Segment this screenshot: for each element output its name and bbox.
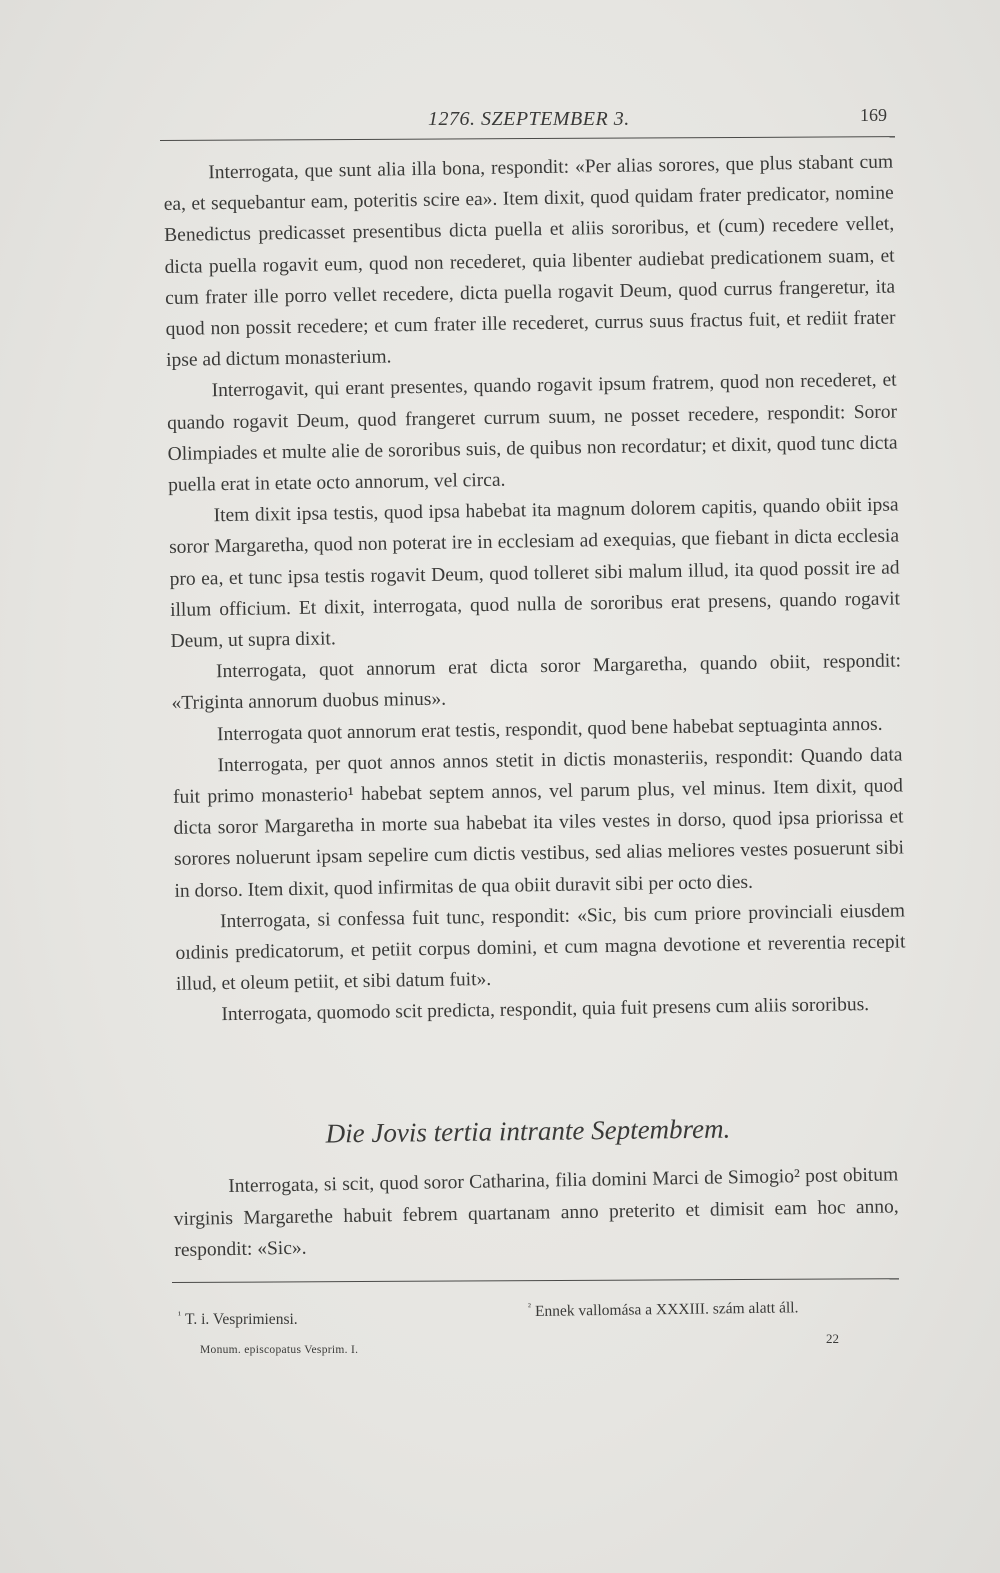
paragraph: Interrogata, quomodo scit predicta, respondit, quia fuit presens cum aliis sororibus. <box>221 994 870 1026</box>
paragraph: Interrogata, que sunt alia illa bona, respondit: «Per alias sorores, que plus stabant cum ea, et sequebantur eam, poteritis scire ea». Item dixit, quod quidam frater predicator, nomine Benedictus predicasset presentibus dicta puella et aliis sororibus, et (cum) recedere vellet, dicta puella rogavit eum, quod non recederet, quia libenter audiebat predicationem suam, et cum frater ille porro vellet recedere, dicta puella rogavit Deum, quod currus frangeretur, ita quod non possit recedere; et cum frater ille recederet, currus suus fractus fuit, et rediit frater ipse ad dictum monasterium. <box>163 151 896 372</box>
page-number: 169 <box>860 105 887 125</box>
header-title: 1276. SZEPTEMBER 3. <box>428 108 630 130</box>
sheet-number: 22 <box>826 1331 839 1346</box>
footnote-text: Ennek vallomása a XXXIII. szám alatt áll. <box>534 1299 799 1320</box>
paragraph: Interrogata, quot annorum erat dicta soror Margaretha, quando obiit, respondit: «Triginta annorum duobus minus». <box>171 650 902 715</box>
footnote-rule <box>172 1278 899 1283</box>
paragraph: Interrogavit, qui erant presentes, quando rogavit ipsum fratrem, quod non recederet, et quando rogavit Deum, quod frangeret currum suum, ne posset recedere, respondit: Soror Olimpiades et multe alie de sororibus suis, de quibus non recordatur; et dixit, quod tunc dicta puella erat in etate octo annorum, vel circa. <box>166 369 898 496</box>
section-text <box>173 1159 900 1266</box>
footnote-1 <box>178 1310 298 1329</box>
printer-signature: Monum. episcopatus Vesprim. I. <box>200 1344 359 1356</box>
section-heading: Die Jovis tertia intrante Septembrem. <box>325 1113 731 1149</box>
footnote-text: T. i. Vesprimiensi. <box>185 1311 298 1329</box>
paragraph: Interrogata, si confessa fuit tunc, respondit: «Sic, bis cum priore provinciali eiusdem oıdinis predicatorum, et petiit corpus domini, et cum magna devotione et reverentia recepit illud, et oleum petiit, et sibi datum fuit». <box>175 900 906 996</box>
paragraph: Interrogata quot annorum erat testis, respondit, quod bene habebat septuaginta annos. <box>216 713 883 745</box>
footnote-2 <box>528 1298 799 1321</box>
running-header <box>160 100 895 140</box>
paragraph: Interrogata, per quot annos annos stetit in dictis monasteriis, respondit: Quando data fuit primo monasterio¹ habebat septem annos, vel parum plus, vel minus. Item dixit, quod dicta soror Margaretha in morte sua habebat ita viles vestes in dorso, quod ipsa priorissa et sorores noluerunt ipsam sepelire cum dictis vestibus, sed alias meliores vestes posuerunt sibi in dorso. Item dixit, quod infirmitas de qua obiit duravit sibi per octo dies. <box>172 744 905 902</box>
footnote-marker: ¹ <box>178 1310 181 1321</box>
paragraph: Interrogata, si scit, quod soror Catharina, filia domini Marci de Simogio² post obitum virginis Margarethe habuit febrem quartanam anno preterito et dimisit eam hoc anno, respondit: «Sic». <box>173 1164 899 1261</box>
main-text <box>163 147 907 1032</box>
footnote-marker: ² <box>527 1301 532 1313</box>
paragraph: Item dixit ipsa testis, quod ipsa habebat ita magnum dolorem capitis, quando obiit ipsa soror Margaretha, quod non poterat ire in ecclesiam ad exequias, que fiebant in dicta ecclesia pro ea, et tunc ipsa testis rogavit Deum, quod tolleret sibi malum illud, ita quod possit ire ad illum officium. Et dixit, interrogata, quod nulla de sororibus erat presens, quando rogavit Deum, ut supra dixit. <box>168 494 901 652</box>
